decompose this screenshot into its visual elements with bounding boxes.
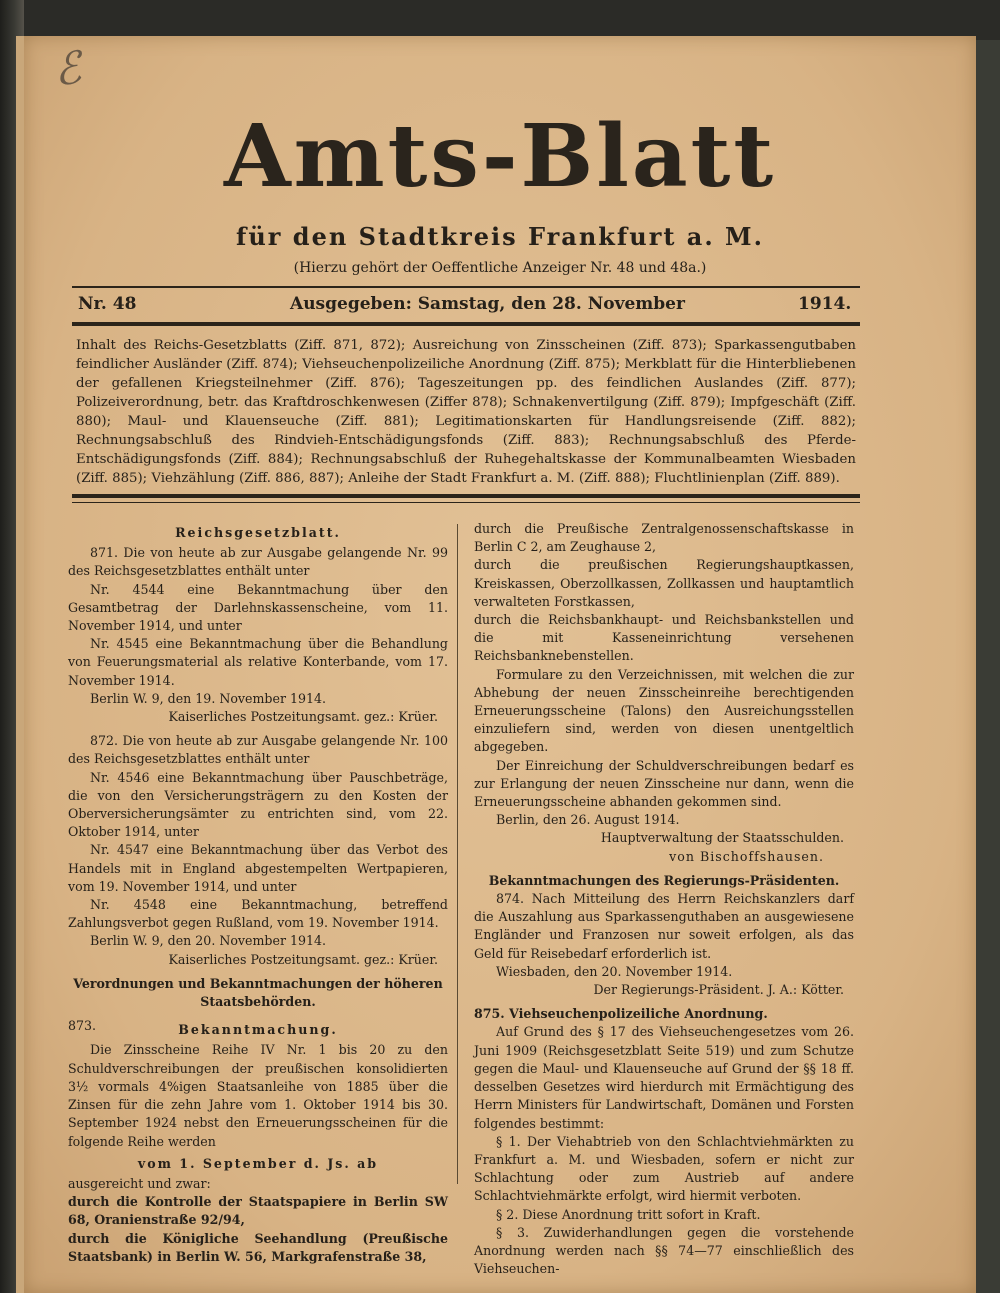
table-of-contents bbox=[76, 336, 856, 488]
paragraph-872-c: Nr. 4547 eine Bekanntmachung über das Verbot des Handels mit in England abgestempelten Wertpapieren, vom 19. November 1914, und unter bbox=[68, 842, 448, 894]
heading-verordnungen: Verordnungen und Bekanntmachungen der höheren Staatsbehörden. bbox=[73, 975, 443, 1010]
heading-reichsgesetzblatt: Reichsgesetzblatt. bbox=[175, 525, 341, 540]
contents-rule bbox=[72, 494, 860, 498]
paragraph-873-number: 873. bbox=[68, 1018, 97, 1034]
paragraph-872-date: Berlin W. 9, den 20. November 1914. bbox=[90, 933, 327, 949]
paragraph-872: 872. Die von heute ab zur Ausgabe gelangende Nr. 100 des Reichsgesetzblattes enthält unter bbox=[68, 733, 448, 767]
scan-background bbox=[976, 40, 1000, 1293]
paragraph-871-b: Nr. 4544 eine Bekanntmachung über den Gesamtbetrag der Darlehnskassenscheine, vom 11. November 1914, und unter bbox=[68, 581, 448, 634]
paragraph-r1: durch die Preußische Zentralgenossenschaftskasse in Berlin C 2, am Zeughause 2, bbox=[474, 521, 854, 555]
paragraph-r4: Formulare zu den Verzeichnissen, mit welchen die zur Abhebung der neuen Zinsscheinreihe berechtigenden Erneuerungsscheine (Talons) den Ausreichungsstellen einzuliefern sind, werden von diesen unentgeltlich abgegeben. bbox=[474, 666, 854, 755]
issue-date: Ausgegeben: Samstag, den 28. November bbox=[290, 294, 685, 314]
paragraph-875: Auf Grund des § 17 des Viehseuchengesetzes vom 26. Juni 1909 (Reichsgesetzblatt Seite 519) und zum Schutze gegen die Maul- und Klauenseuche auf Grund der §§ 18 ff. desselben Gesetzes wird hierdurch mit Ermächtigung des Herrn Ministers für Landwirtschaft, Domänen und Forsten folgendes bestimmt: bbox=[474, 1024, 854, 1131]
pencil-mark-icon: ℰ bbox=[50, 42, 85, 97]
newspaper-page bbox=[24, 36, 976, 1293]
paragraph-872-signature: Kaiserliches Postzeitungsamt. gez.: Krüer. bbox=[168, 951, 438, 967]
paragraph-873: Die Zinsscheine Reihe IV Nr. 1 bis 20 zu den Schuldverschreibungen der preußischen konsolidierten 3½ vormals 4%igen Staatsanleihe von 1885 über die Zinsen für die zehn Jahre vom 1. Oktober 1914 bis 30. September 1924 nebst den Erneuerungsscheinen für die folgende Reihe werden bbox=[68, 1042, 448, 1149]
issue-number: Nr. 48 bbox=[78, 294, 137, 314]
paragraph-872-d: Nr. 4548 eine Bekanntmachung, betreffend Zahlungsverbot gegen Rußland, vom 19. November 1914. bbox=[68, 897, 448, 931]
signature-name: von Bischoffshausen. bbox=[669, 848, 824, 864]
paragraph-873-c: durch die Kontrolle der Staatspapiere in Berlin SW 68, Oranienstraße 92/94, bbox=[68, 1194, 448, 1228]
heading-regierungs-praesident: Bekanntmachungen des Regierungs-Präsidenten. bbox=[488, 872, 840, 888]
paragraph-871-c: Nr. 4545 eine Bekanntmachung über die Behandlung von Feuerungsmaterial als relative Konterbande, vom 17. November 1914. bbox=[68, 636, 448, 688]
issue-year: 1914. bbox=[798, 294, 852, 314]
paragraph-875-c: § 2. Diese Anordnung tritt sofort in Kraft. bbox=[496, 1206, 761, 1222]
paragraph-873-d: durch die Königliche Seehandlung (Preußische Staatsbank) in Berlin W. 56, Markgrafenstraße 38, bbox=[68, 1230, 448, 1264]
contents-text: Inhalt des Reichs-Gesetzblatts (Ziff. 871, 872); Ausreichung von Zinsscheinen (Ziff. 873); Sparkassengutbaben feindlicher Ausländer (Ziff. 874); Viehseuchenpolizeiliche Anordnung (Ziff. 875); Merkblatt für die Hinterbliebenen der gefallenen Kriegsteilnehmer (Ziff. 876); Tageszeitungen pp. des feindlichen Auslandes (Ziff. 877); Polizeiverordnung, betr. das Kraftdroschkenwesen (Ziffer 878); Schnakenvertilgung (Ziff. 879); Impfgeschäft (Ziff. 880); Maul- und Klauenseuche (Ziff. 881); Legitimationskarten für Handlungsreisende (Ziff. 882); Rechnungsabschluß des Rindvieh-Entschädigungsfonds (Ziff. 883); Rechnungsabschluß des Pferde-Entschädigungsfonds (Ziff. 884); Rechnungsabschluß der Ruhegehaltskasse der Kommunalbeamten Wiesbaden (Ziff. 885); Viehzählung (Ziff. 886, 887); Anleihe der Stadt Frankfurt a. M. (Ziff. 888); Fluchtlinienplan (Ziff. 889). bbox=[76, 338, 856, 486]
paragraph-874-signature: Der Regierungs-Präsident. J. A.: Kötter. bbox=[593, 982, 844, 998]
masthead-supplement: (Hierzu gehört der Oeffentliche Anzeiger Nr. 48 und 48a.) bbox=[293, 260, 707, 276]
paragraph-r5: Der Einreichung der Schuldverschreibungen bedarf es zur Erlangung der neuen Zinsscheine nur dann, wenn die Erneuerungsscheine abhanden gekommen sind. bbox=[474, 757, 854, 810]
masthead-title: Amts-Blatt bbox=[223, 106, 777, 207]
paragraph-r2: durch die preußischen Regierungshauptkassen, Kreiskassen, Oberzollkassen, Zollkassen und hauptamtlich verwalteten Forstkassen, bbox=[474, 557, 854, 609]
left-column bbox=[68, 520, 448, 1266]
right-column bbox=[474, 520, 854, 1278]
heading-bekanntmachung: Bekanntmachung. bbox=[178, 1022, 338, 1038]
paragraph-874-date: Wiesbaden, den 20. November 1914. bbox=[496, 963, 733, 979]
masthead-subtitle: für den Stadtkreis Frankfurt a. M. bbox=[236, 222, 764, 251]
header-rule-bottom bbox=[72, 322, 860, 326]
paragraph-r6: Berlin, den 26. August 1914. bbox=[496, 812, 680, 828]
paragraph-875-d: § 3. Zuwiderhandlungen gegen die vorstehende Anordnung werden nach §§ 74—77 einschließlich des Viehseuchen- bbox=[474, 1224, 854, 1277]
paragraph-871: 871. Die von heute ab zur Ausgabe gelangende Nr. 99 des Reichsgesetzblattes enthält unter bbox=[68, 545, 448, 579]
heading-875: 875. Viehseuchenpolizeiliche Anordnung. bbox=[474, 1006, 768, 1022]
signature-hauptverwaltung: Hauptverwaltung der Staatsschulden. bbox=[600, 830, 844, 846]
issue-line bbox=[72, 294, 860, 318]
contents-rule-thin bbox=[72, 502, 860, 503]
paragraph-872-b: Nr. 4546 eine Bekanntmachung über Pauschbeträge, die von den Versicherungsträgern zu den Kosten der Oberversicherungsämter zu entrichten sind, vom 22. Oktober 1914, unter bbox=[68, 769, 448, 840]
paragraph-874: 874. Nach Mitteilung des Herrn Reichskanzlers darf die Auszahlung aus Sparkassenguthaben an ausgewiesene Engländer und Franzosen nur soweit erfolgen, als das Geld für Reisebedarf erforderlich ist. bbox=[474, 891, 854, 961]
paragraph-871-date: Berlin W. 9, den 19. November 1914. bbox=[90, 690, 327, 706]
paragraph-r3: durch die Reichsbankhaupt- und Reichsbankstellen und die mit Kasseneinrichtung versehenen Reichsbanknebenstellen. bbox=[474, 612, 854, 664]
paragraph-873-b: ausgereicht und zwar: bbox=[68, 1175, 211, 1191]
header-rule-top bbox=[72, 286, 860, 288]
paragraph-873-date: vom 1. September d. Js. ab bbox=[137, 1155, 379, 1171]
column-separator bbox=[457, 524, 458, 1184]
paragraph-871-signature: Kaiserliches Postzeitungsamt. gez.: Krüer. bbox=[168, 709, 438, 725]
paragraph-875-b: § 1. Der Viehabtrieb von den Schlachtviehmärkten zu Frankfurt a. M. und Wiesbaden, sofern er nicht zur Schlachtung oder zum Austrieb auf andere Schlachtviehmärkte erfolgt, wird hiermit verboten. bbox=[474, 1133, 854, 1204]
